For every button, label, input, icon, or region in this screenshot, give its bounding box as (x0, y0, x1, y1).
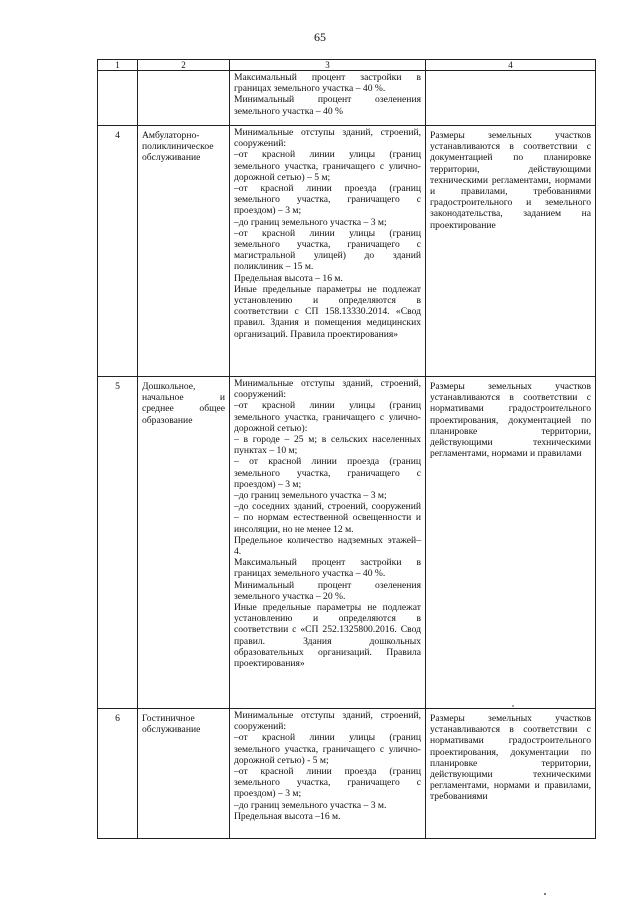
parameter-line: –от красной линии улицы (границ земельного участка, граничащего с улично-дорожной сетью) – 5 м; (234, 149, 421, 183)
parameter-line: – от красной линии проезда (границ земельного участка, граничащего с проездом) – 3 м; (234, 456, 421, 490)
parameter-line: Минимальные отступы зданий, строений, сооружений: (234, 710, 421, 733)
parameter-line: Предельное количество надземных этажей– 4. (234, 534, 421, 558)
use-type: Гостиничное обслуживание (138, 709, 230, 839)
parameter-line: Максимальный процент застройки в границах земельного участка – 40 %. (234, 72, 421, 95)
regulations-table (97, 59, 596, 839)
row-number: 6 (98, 709, 138, 839)
parameters-cell (230, 709, 426, 839)
parameter-line: –от красной линии улицы (границ земельного участка, граничащего с улично-дорожной сетью): (234, 400, 421, 434)
scan-speck (544, 893, 546, 895)
plot-size-cell: Размеры земельных участков устанавливаются в соответствии с документацией по планировке территории, действующими техническими регламентами, нормами и правилами, требованиями градостроительного и земельного законодательства, заданием на проектирование (426, 126, 596, 377)
parameter-line: Минимальные отступы зданий, строений, сооружений: (234, 127, 421, 150)
parameter-line: –до соседних зданий, строений, сооружений – по нормам естественной освещенности и инсоляции, но не менее 12 м. (234, 501, 421, 535)
parameter-line: Предельная высота – 16 м. (234, 272, 343, 284)
table-row (98, 126, 596, 377)
parameter-line: –от красной линии проезда (границ земельного участка, граничащего с проездом) – 3 м; (234, 766, 421, 800)
parameter-line: –от красной линии улицы (границ земельного участка, граничащего с магистральной улицей) до зданий поликлиник – 15 м. (234, 227, 421, 273)
parameter-line: Минимальные отступы зданий, строений, сооружений: (234, 378, 421, 401)
parameter-line: Предельная высота –16 м. (234, 810, 341, 822)
parameter-line: Иные предельные параметры не подлежат установлению и определяются в соответствии с СП 158.13330.2014. «Свод правил. Здания и помещения медицинских организаций. Правила проектирования» (234, 283, 421, 340)
table-row (98, 71, 596, 126)
parameter-line: – в городе – 25 м; в сельских населенных пунктах – 10 м; (234, 434, 421, 457)
plot-size-cell (426, 71, 596, 126)
table-row (98, 709, 596, 839)
column-header: 3 (230, 60, 426, 71)
column-header: 1 (98, 60, 138, 71)
scan-speck (512, 705, 514, 707)
parameters-cell (230, 126, 426, 377)
parameter-line: Минимальный процент озеленения земельного участка – 20 %. (234, 579, 421, 602)
table-header-row (98, 60, 596, 71)
row-number: 5 (98, 377, 138, 709)
column-header: 2 (138, 60, 230, 71)
use-type: Дошкольное, начальное и среднее общее образование (138, 377, 230, 709)
row-number: 4 (98, 126, 138, 377)
use-type (138, 71, 230, 126)
parameters-cell (230, 377, 426, 709)
use-type: Амбулаторно-поликлиническое обслуживание (138, 126, 230, 377)
column-header: 4 (426, 60, 596, 71)
plot-size-cell: Размеры земельных участков устанавливаются в соответствии с нормативами градостроительного проектирования, документацией по планировке территории, действующими техническими регламентами, нормами и правилами (426, 377, 596, 709)
parameter-line: Минимальный процент озеленения земельного участка – 40 % (234, 94, 421, 117)
parameter-line: –до границ земельного участка – 3 м; (234, 490, 387, 502)
page-number: 65 (314, 30, 326, 44)
parameter-line: –до границ земельного участка – 3 м; (234, 216, 387, 228)
parameter-line: –от красной линии проезда (границ земельного участка, граничащего с проездом) – 3 м; (234, 183, 421, 217)
row-number (98, 71, 138, 126)
parameter-line: Максимальный процент застройки в границах земельного участка – 40 %. (234, 557, 421, 580)
plot-size-cell: Размеры земельных участков устанавливаются в соответствии с нормативами градостроительного проектирования, документации по планировке территории, действующими техническими регламентами, нормами и правилами, требованиями (426, 709, 596, 839)
parameter-line: –до границ земельного участка – 3 м. (234, 799, 387, 811)
parameter-line: Иные предельные параметры не подлежат установлению и определяются в соответствии с «СП 252.1325800.2016. Свод правил. Здания дошкольных образовательных организаций. Правила проектирования» (234, 602, 421, 670)
parameters-cell (230, 71, 426, 126)
table-row (98, 377, 596, 709)
parameter-line: –от красной линии улицы (границ земельного участка, граничащего с улично-дорожной сетью) - 5 м; (234, 732, 421, 766)
